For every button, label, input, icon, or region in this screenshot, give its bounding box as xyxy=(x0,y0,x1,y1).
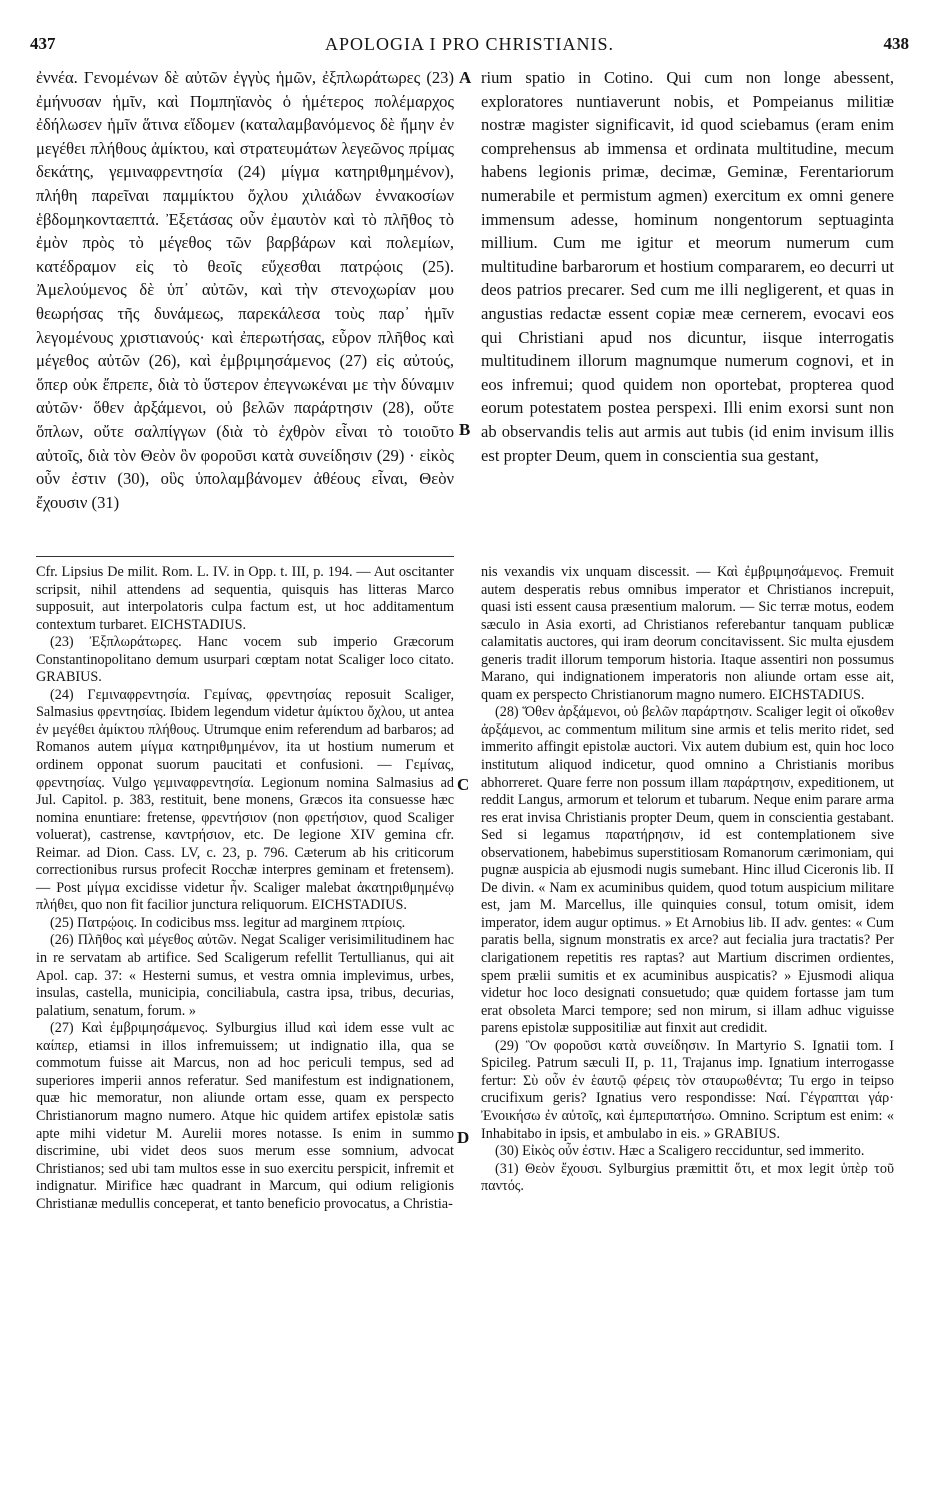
footnote: (31) Θεὸν ἔχουσι. Sylburgius præmittit ὅτι, et mox legit ὑπὲρ τοῦ παντός. xyxy=(481,1160,894,1195)
footnote: (27) Καὶ ἐμβριμησάμενος. Sylburgius illud καὶ idem esse vult ac καίπερ, etiamsi in illos infremuissem; ut indignatio illa, qua se commotum fuisse ait Marcus, non ad hoc periculi tempus, sed ad superiores imperii annos referatur. Sed manifestum est indignationem, quæ hic memoratur, non aliunde ortam esse, quam ex perspecto Christianorum magno numero. Atque hic quidem artifex epistolæ satis apte mihi videtur M. Aurelii mores notasse. Is enim in summo discrimine, ubi videt deos suos merum esse somnium, advocat Christianos; sed ubi tam multos esse in suo exercitu perspicit, infremit et indignatur. Mirifice hæc quadrant in Marcum, qui odium religionis Christianæ medullis conceperat, et tanto beneficio provocatus, a Christia- xyxy=(36,1020,454,1212)
footnote-divider xyxy=(36,556,454,557)
footnote: (24) Γεμιναφρεντησία. Γεμίνας, φρεντησίας reposuit Scaliger, Salmasius φρεντησίας. Ibidem legendum videtur ἀμίκτου ὄχλου, ut antea ἐν μεγέθει ἀμίκτου πλήθους. Utrumque enim referendum ad barbaros; ad Romanos autem μίγμα κατηριθμημένον, ita ut hostium numerum et ordinem opponat suorum paucitati et confusioni. — Γεμίνας, φρεντησίας. Vulgo γεμιναφρεντησία. Legionum nomina Salmasius ad Jul. Capitol. p. 383, restituit, bene monens, Græcos ita consuesse hæc nomina enuntiare: fretense, φρεντήσιον (non φρετήσιον, quod Scaliger voluerat), castrense, καντρήσιον, etc. De legione XIV gemina cfr. Reimar. ad Dion. Cass. LV, c. 23, p. 796. Cæterum ab his criticorum correctionibus rursus profecit Rocchæ interpres geminam et fretensem). — Post μίγμα excidisse videtur ἦν. Scaliger malebat ἀκατηριθμημένῳ πλήθει, quo non fit facilior junctura reliquorum. EICHSTADIUS. xyxy=(36,686,454,914)
footnote: (29) Ὃν φοροῦσι κατὰ συνείδησιν. In Martyrio S. Ignatii tom. I Spicileg. Patrum sæculi II, p. 11, Trajanus imp. Ignatium interrogasse fertur: Σὺ οὖν ἐν ἑαυτῷ φέρεις τὸν σταυρωθέντα; Tu ergo in teipso crucifixum geris? Ignatius vero respondisse: Ναί. Γέγραπται γάρ· Ἐνοικήσω ἐν αὐτοῖς, καὶ ἐμπεριπατήσω. Omnino. Scriptum est enim: « Inhabitabo in ipsis, et ambulabo in eis. » GRABIUS. xyxy=(481,1037,894,1142)
page-number-right: 438 xyxy=(883,34,909,53)
margin-letter-a: A xyxy=(459,68,472,87)
footnote: (30) Εἰκὸς οὖν ἐστιν. Hæc a Scaligero recciduntur, sed immerito. xyxy=(495,1143,865,1160)
footnote: (23) Ἐξπλωράτωρες. Hanc vocem sub imperio Græcorum Constantinopolitano demum usurpari cœptam notat Scaliger loco citato. GRABIUS. xyxy=(36,634,454,686)
page-number-left: 437 xyxy=(30,34,56,53)
footnotes-left-column xyxy=(36,564,454,1213)
footnotes-right-column xyxy=(481,564,894,1196)
running-title: APOLOGIA I PRO CHRISTIANIS. xyxy=(324,34,615,54)
latin-text: rium spatio in Cotino. Qui cum non longe abessent, exploratores nuntiaverunt nobis, et Pompeianus militiæ nostræ magister significavit, id quod sciebamus (eram enim comprehensus ab immensa et ordinata multitudine, mecum habens legionis primæ, decimæ, Geminæ, Ferentariorum numerabile et permistum agmen) exercitum ex omni genere immensum adesse, hominum nongentorum septuaginta millium. Cum me igitur et meorum numerum cum multitudine barbarorum et hostium compararem, eo decurri ut deos patrios precarer. Sed cum me illi negligerent, et quas in angustias redactæ essent copiæ meæ cernerem, evocavi eos qui Christiani apud nos dicuntur, iisque interrogatis multitudinem illorum magnumque numerum cognovi, et in eos infremui; quod quidem non oportebat, propterea quod eorum potestatem postea perspexi. Illi enim exorsi sunt non ab observandis telis aut armis aut tubis (id enim invisum illis est propter Deum, quem in conscientia sua gestant, xyxy=(481,68,894,465)
margin-letter-d: D xyxy=(457,1128,470,1147)
greek-text: ἐννέα. Γενομένων δὲ αὐτῶν ἐγγὺς ἡμῶν, ἐξπλωράτωρες (23) ἐμήνυσαν ἡμῖν, καὶ Πομπηϊανὸς ὁ ἡμέτερος πολέμαρχος ἐδήλωσεν ἡμῖν ἅτινα εἴδομεν (καταλαμβανόμενος δὲ ἤμην ἐν μεγέθει πλήθους ἀμίκτου, καὶ στρατευμάτων λεγεῶνος πρίμας δεκάτης, γεμιναφρεντησία (24) μίγμα κατηριθμημένον), πλήθη παρεῖναι παμμίκτου ὄχλου χιλιάδων ἐννακοσίων ἑβδομηκονταεπτά. Ἐξετάσας οὖν ἐμαυτὸν καὶ τὸ πλῆθος τὸ ἐμὸν πρὸς τὸ μέγεθος τῶν βαρβάρων καὶ πολεμίων, κατέδραμον εἰς τὸ θεοῖς εὔχεσθαι πατρῴοις (25). Ἀμελούμενος δὲ ὑπ᾽ αὐτῶν, καὶ τὴν στενοχωρίαν μου θεωρήσας τῆς δυνάμεως, παρεκάλεσα τοὺς παρ᾽ ἡμῖν λεγομένους χριστιανούς· καὶ ἐπερωτήσας, εὗρον πλῆθος καὶ μέγεθος αὐτῶν (26), καὶ ἐμβριμησάμενος (27) εἰς αὐτούς, ὅπερ οὐκ ἔπρεπε, διὰ τὸ ὕστερον ἐπεγνωκέναι με τὴν δύναμιν αὐτῶν· ὅθεν ἀρξάμενοι, οὐ βελῶν παράρτησιν (28), οὔτε ὅπλων, οὔτε σαλπίγγων (διὰ τὸ ἐχθρὸν εἶναι τὸ τοιοῦτο αὐτοῖς, διὰ τὸν Θεὸν ὃν φοροῦσι κατὰ συνείδησιν (29) · εἰκὸς οὖν ἐστιν (30), οὓς ὑπολαμβάνομεν ἀθέους εἶναι, Θεὸν ἔχουσιν (31) xyxy=(36,68,454,512)
footnote: (28) Ὅθεν ἀρξάμενοι, οὐ βελῶν παράρτησιν. Scaliger legit οἱ οἴκοθεν ἀρξάμενοι, ac commentum militum sine armis et telis merito ridet, sed immerito affingit epistolæ auctori. Vix autem dubium est, quin hoc loco institutum aliquod indicetur, quod omnino a Christianis moribus abhorreret. Quare ferre non possum illam παράρτησιν, expeditionem, ut reddit Langus, armorum et telorum et tubarum. Neque enim parare arma res erat invisa Christianis propter Deum, quem in conscientia gestabant. Sed si legamus παρατήρησιν, id est contemplationem sive observationem, habebimus superstitiosam Romanorum cærimoniam, qui pugnæ auspicia ab ejusmodi nugis sumebant. Hinc illud Ciceronis lib. II De divin. « Nam ex acuminibus quidem, quod totum auspicium militare est, jam M. Marcellus, ille quinquies consul, totum omisit, idem imperator, idem augur optimus. » Et Arnobius lib. II adv. gentes: « Cum paratis bella, signum monstratis ex arce? aut fecialia jura tractatis? Per clarigationem repetitis res raptas? aut Martium discrimen ordientes, spem prælii sumitis et ex acuminibus auspicatis? » Ejusmodi aliqua videtur hoc loco designati consuetudo; quæ quidem fortasse jam tum erat obsoleta Marci tempore; sed non mirum, si illam adhuc viguisse parens epistolæ suppositiliæ aut finxit aut credidit. xyxy=(481,704,894,1037)
footnote: (26) Πλῆθος καὶ μέγεθος αὐτῶν. Negat Scaliger verisimilitudinem hac in re servatam ab artifice. Sed Scaligerum refellit Tertullianus, qui ait Apol. cap. 37: « Hesterni sumus, et vestra omnia implevimus, urbes, insulas, castella, municipia, conciliabula, castra ipsa, tribus, decurias, palatium, senatum, forum. » xyxy=(36,932,454,1019)
footnote: nis vexandis vix unquam discessit. — Καὶ ἐμβριμησάμενος. Fremuit autem desperatis rebus omnibus imperator et Christianos increpuit, quasi isti essent causa præsentium malorum. — Sic terræ motus, eodem sæculo in Asia exorti, ad Christianos referebantur tanquam publicæ calamitatis auctores, qui iram deorum concitavissent. Sic multa ejusdem generis tradit illorum temporum historia. Itaque assentiri non possumus Marano, qui indignationem imperatoris non aliunde ortam esse ait, quam ex perspecto Christianorum magno numero. EICHSTADIUS. xyxy=(481,564,894,703)
footnote: (25) Πατρῴοις. In codicibus mss. legitur ad marginem πτρίοις. xyxy=(50,914,406,931)
greek-text-column xyxy=(36,66,454,514)
footnote: Cfr. Lipsius De milit. Rom. L. IV. in Opp. t. III, p. 194. — Aut oscitanter scripsit, nihil attendens ad sequentia, quisquis has litteras Marco supposuit, aut interpolatoris culpa factum est, ut hoc additamentum contextum turbaret. EICHSTADIUS. xyxy=(36,564,454,633)
margin-letter-c: C xyxy=(457,775,470,794)
margin-letter-b: B xyxy=(459,420,471,439)
latin-text-column xyxy=(481,66,894,467)
page-header xyxy=(30,34,909,58)
